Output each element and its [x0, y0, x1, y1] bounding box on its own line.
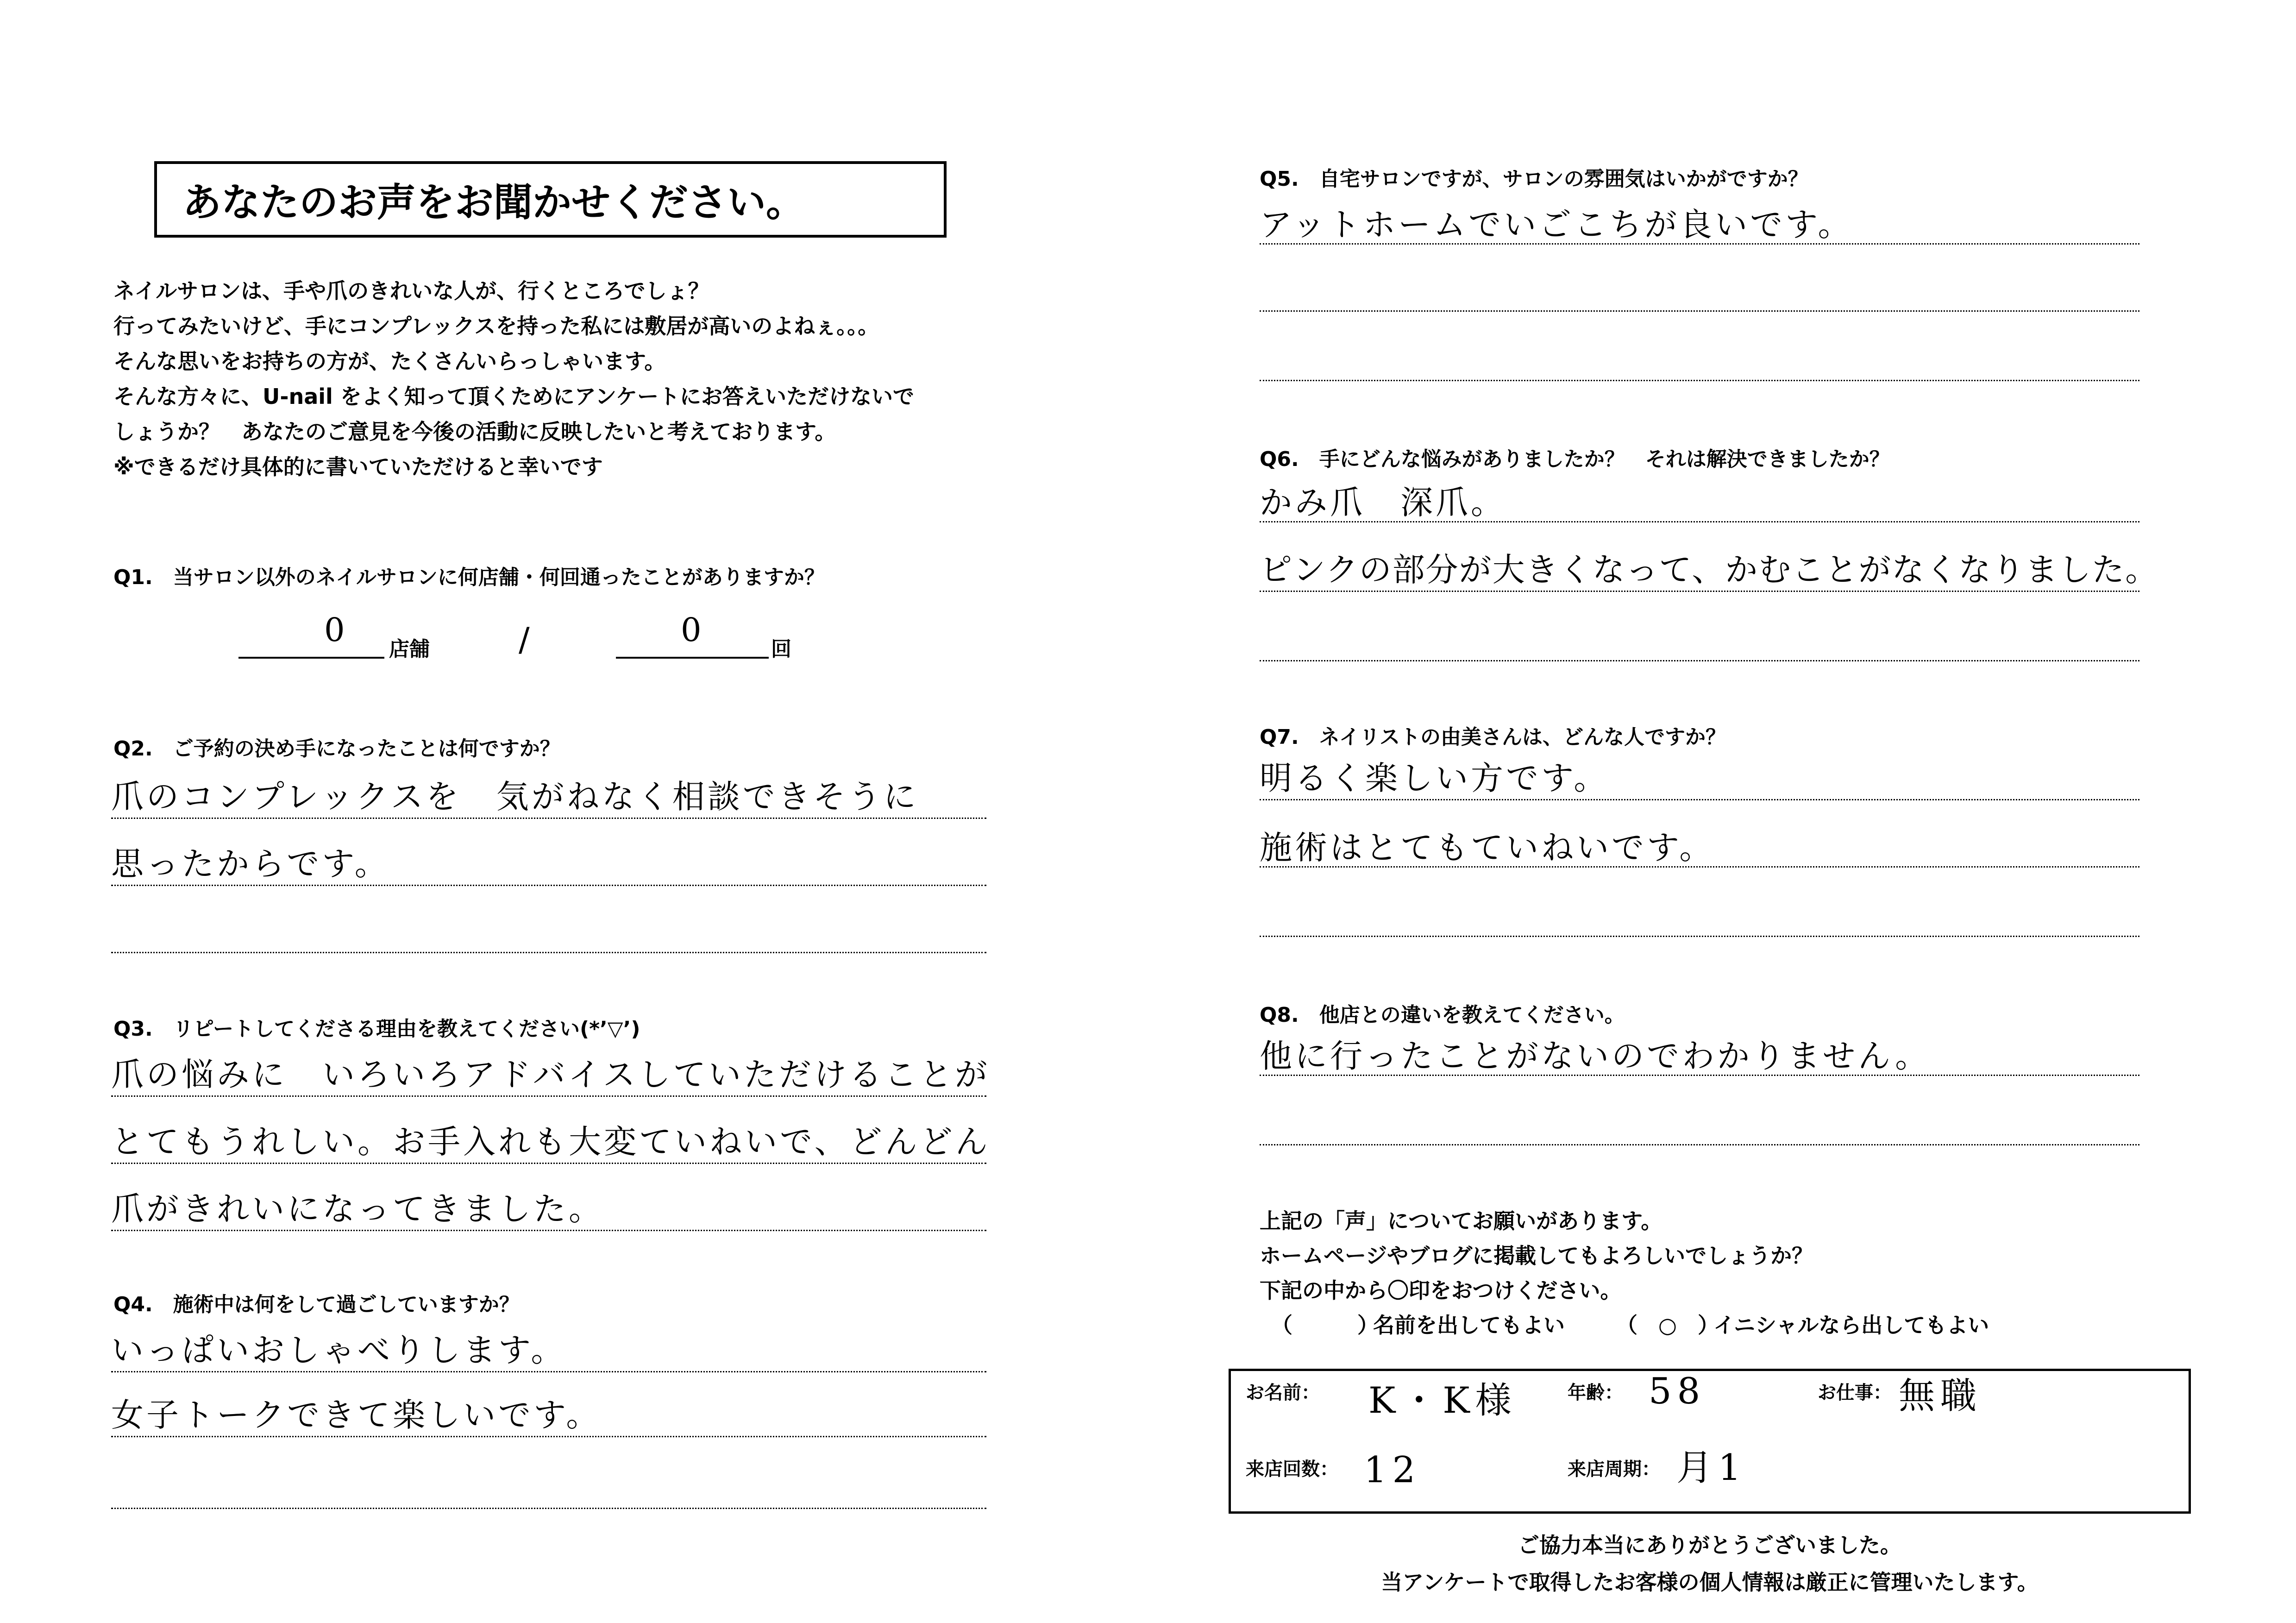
answer-line [111, 1163, 986, 1164]
answer-line [1260, 866, 2139, 868]
answer-line [1260, 936, 2139, 937]
q8-question: Q8. 他店との違いを教えてください。 [1260, 1003, 1625, 1027]
answer-line [1260, 521, 2139, 522]
q8-answer-line: 他に行ったことがないのでわかりません。 [1260, 1037, 1931, 1075]
q1-times-unit: 回 [771, 637, 791, 661]
cycle-field[interactable]: 月1 [1676, 1447, 1747, 1489]
answer-line [111, 1508, 986, 1509]
answer-line [111, 818, 986, 819]
consent-line: 下記の中から〇印をおつけください。 [1260, 1278, 1622, 1303]
q3-answer-line: とてもうれしい。お手入れも大変ていねいで、どんどん [111, 1123, 991, 1161]
answer-line [1260, 1144, 2139, 1145]
answer-line [111, 1436, 986, 1437]
answer-line [1260, 660, 2139, 661]
footer-thanks: ご協力本当にありがとうございました。 [1518, 1533, 1901, 1558]
name-label: お名前： [1246, 1382, 1320, 1403]
option-initial-mark: ○ [1658, 1313, 1677, 1338]
q1-stores-line [238, 657, 384, 659]
intro-line: ※できるだけ具体的に書いていただけると幸いです [113, 454, 603, 479]
q1-stores-answer: 0 [324, 611, 348, 649]
q7-answer-line: 明るく楽しい方です。 [1260, 759, 1609, 797]
answer-line [111, 1095, 986, 1097]
option-name-label: 名前を出してもよい [1373, 1313, 1565, 1338]
q2-answer-line: 爪のコンプレックスを 気がねなく相談できそうに [111, 778, 919, 816]
answer-line [1260, 380, 2139, 381]
age-label: 年齢： [1568, 1382, 1623, 1403]
q5-question: Q5. 自宅サロンですが、サロンの雰囲気はいかがですか？ [1260, 167, 1808, 191]
age-field[interactable]: 58 [1649, 1371, 1706, 1412]
consent-line: ホームページやブログに掲載してもよろしいでしょうか？ [1260, 1243, 1813, 1268]
q6-answer-line: ピンクの部分が大きくなって、かむことがなくなりました。 [1260, 551, 2159, 589]
option-initial-checkbox[interactable]: （ ○ ） [1616, 1313, 1719, 1338]
q2-question: Q2. ご予約の決め手になったことは何ですか？ [113, 737, 560, 761]
consent-line: 上記の「声」についてお願いがあります。 [1260, 1208, 1662, 1233]
q4-answer-line: いっぱいおしゃべりします。 [111, 1331, 566, 1369]
intro-line: そんな思いをお持ちの方が、たくさんいらっしゃいます。 [113, 349, 666, 374]
q6-question: Q6. 手にどんな悩みがありましたか？ それは解決できましたか？ [1260, 447, 1890, 471]
answer-line [1260, 310, 2139, 312]
answer-line [1260, 243, 2139, 245]
answer-line [1260, 799, 2139, 800]
q1-stores-unit: 店舗 [389, 637, 430, 661]
q7-question: Q7. ネイリストの由美さんは、どんな人ですか？ [1260, 725, 1726, 749]
q1-times-answer: 0 [681, 611, 704, 649]
intro-text [113, 273, 1016, 484]
page-title: あなたのお声をお聞かせください。 [154, 161, 947, 238]
q1-times-line [616, 657, 769, 659]
intro-line: ネイルサロンは、手や爪のきれいな人が、行くところでしょ？ [113, 278, 709, 303]
answer-line [1260, 1075, 2139, 1076]
intro-line: そんな方々に、U-nail をよく知って頂くためにアンケートにお答えいただけないで [113, 384, 915, 409]
q7-answer-line: 施術はとてもていねいです。 [1260, 829, 1715, 867]
q6-answer-line: かみ爪 深爪。 [1260, 484, 1506, 522]
visits-label: 来店回数： [1246, 1459, 1338, 1480]
job-field[interactable]: 無職 [1899, 1375, 1982, 1417]
answer-line [1260, 591, 2139, 592]
answer-line [111, 1371, 986, 1372]
job-label: お仕事： [1818, 1382, 1892, 1403]
q4-question: Q4. 施術中は何をして過ごしていますか？ [113, 1293, 520, 1316]
q1-separator: / [519, 621, 530, 659]
q5-answer-line: アットホームでいごこちが良いです。 [1260, 206, 1853, 244]
option-initial-label: イニシャルなら出してもよい [1713, 1313, 1989, 1338]
name-field[interactable]: K・K様 [1368, 1380, 1517, 1422]
q3-answer-line: 爪の悩みに いろいろアドバイスしていただけることが [111, 1056, 990, 1094]
visits-field[interactable]: 12 [1364, 1449, 1421, 1491]
option-name-checkbox[interactable]: （ ） [1271, 1313, 1379, 1338]
q3-answer-line: 爪がきれいになってきました。 [111, 1190, 604, 1228]
cycle-label: 来店周期： [1568, 1459, 1660, 1480]
answer-line [111, 952, 986, 953]
answer-line [111, 885, 986, 886]
intro-line: しょうか？ あなたのご意見を今後の活動に反映したいと考えております。 [113, 419, 836, 444]
intro-line: 行ってみたいけど、手にコンプレックスを持った私には敷居が高いのよねぇ。。。 [113, 314, 879, 339]
q2-answer-line: 思ったからです。 [111, 845, 390, 883]
footer-privacy: 当アンケートで取得したお客様の個人情報は厳正に管理いたします。 [1381, 1570, 2039, 1595]
q4-answer-line: 女子トークできて楽しいです。 [111, 1396, 602, 1434]
q3-question: Q3. リピートしてくださる理由を教えてください(*’▽’) [113, 1017, 640, 1041]
q1-question: Q1. 当サロン以外のネイルサロンに何店舗・何回通ったことがありますか？ [113, 566, 825, 589]
answer-line [111, 1230, 986, 1231]
